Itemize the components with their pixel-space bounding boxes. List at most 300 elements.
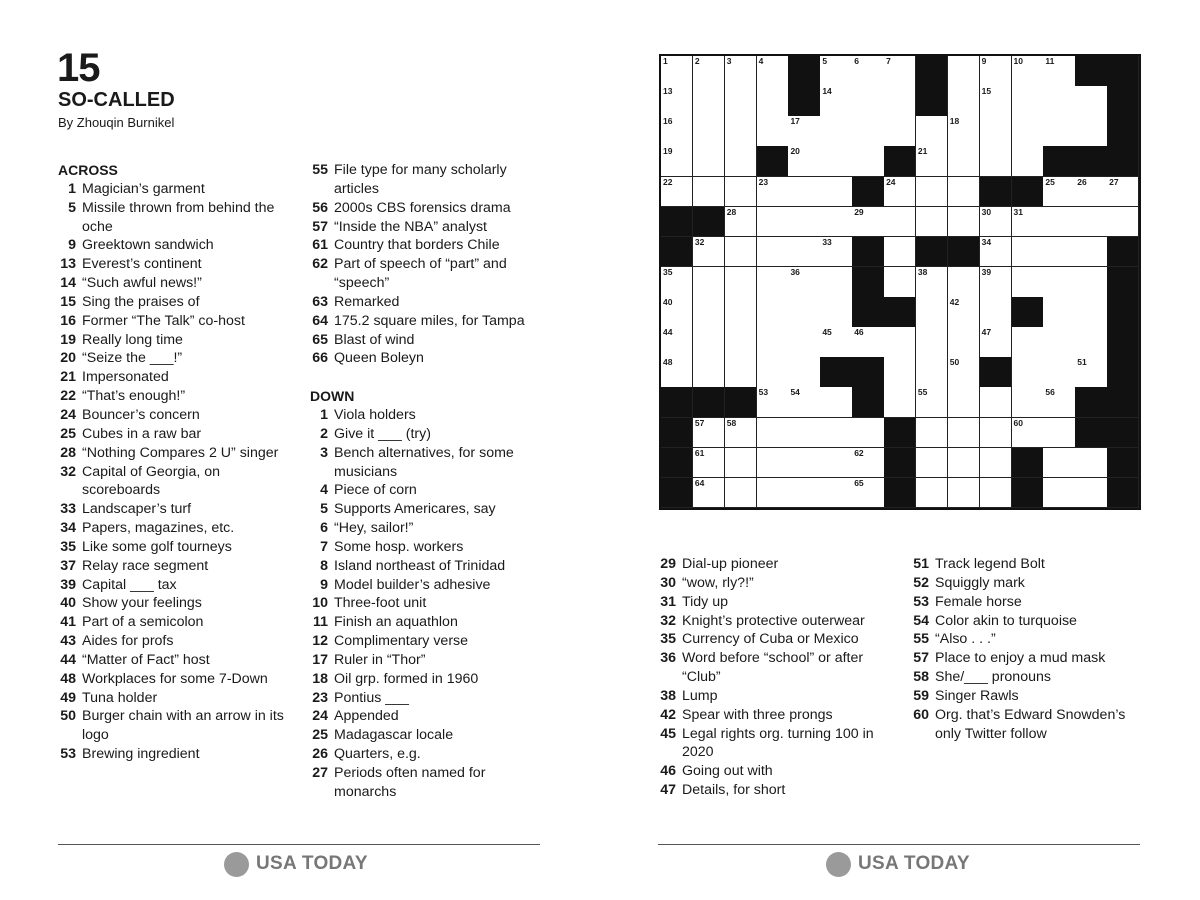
grid-cell-number: 19 (663, 146, 673, 157)
grid-cell[interactable] (788, 267, 820, 298)
grid-cell[interactable] (661, 177, 693, 208)
clue-text: Give it ___ (try) (334, 425, 431, 442)
grid-cell[interactable] (1075, 267, 1107, 298)
clue-number: 66 (312, 350, 328, 367)
grid-cell[interactable] (1012, 56, 1044, 87)
clue-number: 17 (312, 651, 328, 668)
clue-item (310, 425, 546, 444)
clue-item (58, 651, 290, 670)
grid-cell-number: 47 (981, 327, 992, 338)
grid-cell[interactable] (757, 478, 789, 509)
clue-text: Piece of corn (334, 482, 417, 499)
grid-cell[interactable] (948, 418, 980, 449)
clue-number: 27 (312, 765, 328, 781)
grid-cell[interactable] (693, 297, 725, 328)
grid-cell[interactable] (788, 327, 820, 358)
grid-cell[interactable] (1043, 56, 1075, 87)
clue-number: 20 (60, 350, 76, 367)
grid-cell[interactable] (1012, 267, 1044, 298)
grid-cell[interactable] (820, 418, 852, 449)
grid-cell[interactable] (1012, 86, 1044, 117)
grid-cell[interactable] (948, 86, 980, 117)
grid-cell[interactable] (884, 56, 916, 87)
grid-cell[interactable] (1075, 448, 1107, 479)
brand-name: USA TODAY (256, 853, 368, 874)
clue-text: Part of a semicolon (82, 614, 204, 631)
grid-cell[interactable] (852, 86, 884, 117)
grid-block (1107, 448, 1139, 479)
grid-cell[interactable] (1043, 478, 1075, 509)
clue-item (310, 594, 546, 613)
grid-cell[interactable] (757, 56, 789, 87)
grid-cell-number: 40 (663, 297, 673, 308)
clue-text: “Matter of Fact” host (82, 651, 210, 668)
grid-cell[interactable] (1075, 297, 1107, 328)
clue-column-2 (310, 161, 546, 802)
grid-cell[interactable] (1012, 146, 1044, 177)
grid-cell[interactable] (788, 448, 820, 479)
clue-text: “Also . . .” (935, 631, 996, 648)
grid-cell[interactable] (820, 297, 852, 328)
grid-cell[interactable] (1012, 116, 1044, 147)
clue-text: Viola holders (334, 406, 416, 423)
grid-cell[interactable] (693, 478, 725, 509)
grid-cell[interactable] (757, 177, 789, 208)
grid-cell[interactable] (1043, 267, 1075, 298)
grid-cell[interactable] (916, 297, 948, 328)
grid-cell[interactable] (1012, 237, 1044, 268)
grid-cell[interactable] (693, 418, 725, 449)
grid-cell-number: 58 (726, 417, 737, 428)
grid-cell[interactable] (1043, 237, 1075, 268)
clue-text: Blast of wind (334, 331, 415, 348)
grid-block (1012, 448, 1044, 479)
grid-cell[interactable] (1075, 177, 1107, 208)
grid-cell[interactable] (757, 237, 789, 268)
grid-cell[interactable] (788, 207, 820, 238)
grid-cell[interactable] (757, 418, 789, 449)
clue-item (658, 706, 894, 725)
grid-cell[interactable] (725, 116, 757, 147)
grid-cell[interactable] (948, 297, 980, 328)
grid-cell[interactable] (916, 357, 948, 388)
clue-text: Legal rights org. turning 100 in 2020 (682, 725, 874, 761)
clue-item (658, 574, 894, 593)
grid-cell[interactable] (693, 116, 725, 147)
clue-text: Lump (682, 687, 718, 704)
grid-cell[interactable] (980, 478, 1012, 509)
grid-cell[interactable] (1075, 237, 1107, 268)
grid-cell[interactable] (757, 327, 789, 358)
grid-cell[interactable] (820, 207, 852, 238)
grid-cell-number: 25 (1045, 176, 1055, 187)
grid-block (916, 86, 948, 117)
grid-cell[interactable] (693, 146, 725, 177)
grid-cell[interactable] (884, 86, 916, 117)
clue-number: 42 (660, 706, 676, 723)
grid-cell[interactable] (693, 237, 725, 268)
grid-cell[interactable] (948, 56, 980, 87)
clue-item (58, 331, 290, 350)
grid-cell[interactable] (916, 478, 948, 509)
grid-cell[interactable] (884, 357, 916, 388)
grid-cell[interactable] (820, 387, 852, 418)
grid-cell[interactable] (788, 357, 820, 388)
grid-cell-number: 29 (854, 206, 864, 217)
grid-cell[interactable] (725, 207, 757, 238)
grid-block (884, 146, 916, 177)
grid-block (916, 237, 948, 268)
grid-cell[interactable] (820, 478, 852, 509)
clue-item (911, 612, 1149, 631)
clue-column-4 (911, 555, 1149, 743)
clue-item (658, 725, 894, 763)
clue-item (911, 574, 1149, 593)
clue-item (310, 576, 546, 595)
grid-cell-number: 4 (758, 56, 764, 66)
grid-cell-number: 20 (790, 146, 800, 157)
grid-cell[interactable] (820, 327, 852, 358)
clue-number: 1 (68, 180, 76, 197)
grid-cell[interactable] (884, 327, 916, 358)
grid-cell[interactable] (980, 146, 1012, 177)
grid-cell[interactable] (757, 448, 789, 479)
grid-cell[interactable] (1012, 207, 1044, 238)
clue-number: 26 (312, 746, 328, 763)
grid-cell[interactable] (852, 56, 884, 87)
grid-cell[interactable] (820, 86, 852, 117)
grid-cell[interactable] (1107, 177, 1139, 208)
clue-item (58, 632, 290, 651)
grid-cell[interactable] (916, 207, 948, 238)
grid-cell[interactable] (884, 237, 916, 268)
clue-number: 7 (320, 538, 328, 555)
grid-cell[interactable] (852, 116, 884, 147)
grid-cell[interactable] (757, 357, 789, 388)
grid-cell[interactable] (693, 177, 725, 208)
grid-cell[interactable] (725, 448, 757, 479)
grid-cell[interactable] (852, 418, 884, 449)
clue-text: Remarked (334, 293, 400, 310)
grid-cell[interactable] (852, 448, 884, 479)
grid-cell-number: 60 (1013, 417, 1023, 428)
grid-cell[interactable] (980, 448, 1012, 479)
grid-cell[interactable] (693, 56, 725, 87)
grid-cell[interactable] (980, 86, 1012, 117)
grid-cell[interactable] (948, 357, 980, 388)
clue-number: 57 (913, 650, 929, 667)
grid-cell[interactable] (1075, 116, 1107, 147)
grid-cell-number: 65 (854, 477, 864, 488)
grid-cell[interactable] (757, 387, 789, 418)
grid-block (661, 418, 693, 449)
grid-cell[interactable] (884, 207, 916, 238)
clue-number: 34 (60, 520, 76, 537)
clue-text: Complimentary verse (334, 633, 469, 650)
clue-item (310, 255, 546, 293)
clue-item (310, 707, 546, 726)
grid-cell[interactable] (820, 177, 852, 208)
grid-cell-number: 53 (758, 387, 769, 398)
puzzle-number: 15 (57, 46, 100, 90)
grid-cell[interactable] (820, 267, 852, 298)
clue-item (58, 199, 290, 237)
clue-number: 8 (320, 557, 328, 574)
grid-cell-number: 56 (1045, 387, 1055, 398)
grid-cell[interactable] (1075, 207, 1107, 238)
grid-cell-number: 55 (917, 387, 928, 398)
grid-cell[interactable] (948, 116, 980, 147)
clue-number: 6 (320, 520, 328, 537)
grid-cell[interactable] (1075, 327, 1107, 358)
grid-cell[interactable] (948, 146, 980, 177)
grid-cell[interactable] (1043, 357, 1075, 388)
grid-cell-number: 28 (726, 206, 737, 217)
grid-cell-number: 3 (726, 56, 732, 66)
grid-cell[interactable] (1075, 478, 1107, 509)
grid-cell[interactable] (948, 327, 980, 358)
grid-cell[interactable] (820, 56, 852, 87)
clue-text: Papers, magazines, etc. (82, 520, 235, 537)
grid-cell[interactable] (661, 297, 693, 328)
clue-text: Word before “school” or after “Club” (682, 650, 864, 686)
grid-cell[interactable] (1012, 387, 1044, 418)
grid-cell[interactable] (820, 237, 852, 268)
clue-number: 18 (312, 670, 328, 687)
grid-cell[interactable] (788, 418, 820, 449)
clue-item (58, 519, 290, 538)
grid-cell[interactable] (725, 327, 757, 358)
clue-number: 64 (312, 312, 328, 329)
grid-cell[interactable] (820, 448, 852, 479)
grid-cell[interactable] (852, 146, 884, 177)
grid-cell-number: 38 (917, 266, 928, 277)
grid-cell[interactable] (661, 327, 693, 358)
grid-cell[interactable] (852, 327, 884, 358)
grid-cell[interactable] (852, 478, 884, 509)
grid-cell[interactable] (725, 86, 757, 117)
grid-cell[interactable] (1075, 357, 1107, 388)
grid-cell-number: 30 (981, 206, 992, 217)
grid-block (1107, 357, 1139, 388)
grid-cell[interactable] (948, 207, 980, 238)
grid-cell[interactable] (980, 297, 1012, 328)
grid-cell[interactable] (661, 267, 693, 298)
clue-item (310, 689, 546, 708)
clue-number: 49 (60, 689, 76, 706)
grid-cell-number: 57 (694, 417, 705, 428)
grid-cell[interactable] (948, 478, 980, 509)
grid-cell[interactable] (980, 56, 1012, 87)
grid-cell[interactable] (788, 116, 820, 147)
grid-block (980, 357, 1012, 388)
grid-cell[interactable] (1043, 86, 1075, 117)
grid-cell[interactable] (757, 207, 789, 238)
grid-block (1075, 146, 1107, 177)
clue-number: 50 (60, 708, 76, 725)
grid-cell[interactable] (725, 56, 757, 87)
grid-cell[interactable] (757, 267, 789, 298)
clue-number: 59 (913, 687, 929, 704)
grid-cell[interactable] (788, 177, 820, 208)
grid-cell-number: 48 (663, 357, 673, 368)
grid-cell[interactable] (884, 267, 916, 298)
grid-cell[interactable] (916, 267, 948, 298)
grid-block (693, 207, 725, 238)
grid-cell[interactable] (725, 146, 757, 177)
grid-cell[interactable] (980, 207, 1012, 238)
grid-cell[interactable] (916, 387, 948, 418)
grid-cell[interactable] (693, 86, 725, 117)
clue-item (310, 670, 546, 689)
grid-cell[interactable] (725, 418, 757, 449)
grid-cell-number: 22 (663, 176, 673, 187)
footer-rule-left (58, 844, 540, 845)
grid-cell[interactable] (661, 357, 693, 388)
grid-cell[interactable] (693, 448, 725, 479)
clue-number: 39 (60, 576, 76, 593)
clue-item (58, 500, 290, 519)
grid-cell[interactable] (916, 116, 948, 147)
clue-item (58, 274, 290, 293)
grid-cell[interactable] (661, 146, 693, 177)
clue-text: File type for many scholarly articles (334, 162, 507, 197)
clue-text: Appended (334, 708, 399, 725)
clue-item (310, 444, 546, 482)
grid-cell[interactable] (980, 267, 1012, 298)
grid-cell[interactable] (1043, 116, 1075, 147)
clue-item (911, 668, 1149, 687)
grid-cell-number: 39 (981, 266, 992, 277)
grid-cell[interactable] (820, 116, 852, 147)
grid-cell-number: 18 (949, 116, 960, 127)
grid-cell[interactable] (693, 327, 725, 358)
clue-item (58, 425, 290, 444)
clue-text: Track legend Bolt (935, 556, 1045, 572)
grid-block (852, 297, 884, 328)
clue-number: 5 (68, 199, 76, 216)
clue-item (658, 687, 894, 706)
grid-cell[interactable] (1012, 357, 1044, 388)
clue-item (58, 312, 290, 331)
clue-item (310, 331, 546, 350)
clue-number: 52 (913, 574, 929, 591)
clue-text: Brewing ingredient (82, 746, 200, 763)
grid-cell[interactable] (661, 116, 693, 147)
grid-cell[interactable] (1043, 448, 1075, 479)
grid-cell[interactable] (693, 357, 725, 388)
grid-cell[interactable] (852, 207, 884, 238)
grid-cell[interactable] (788, 297, 820, 328)
grid-cell[interactable] (757, 297, 789, 328)
grid-cell[interactable] (1043, 387, 1075, 418)
clue-text: Island northeast of Trinidad (334, 557, 506, 574)
grid-cell[interactable] (884, 387, 916, 418)
grid-cell[interactable] (916, 327, 948, 358)
clue-text: Missile thrown from behind the oche (82, 199, 275, 235)
grid-block (820, 357, 852, 388)
grid-cell[interactable] (725, 267, 757, 298)
grid-cell[interactable] (948, 177, 980, 208)
grid-cell[interactable] (788, 146, 820, 177)
grid-cell[interactable] (1107, 207, 1139, 238)
grid-cell[interactable] (788, 387, 820, 418)
clue-number: 35 (60, 538, 76, 555)
clue-column-3 (658, 555, 894, 800)
grid-cell[interactable] (980, 327, 1012, 358)
grid-cell[interactable] (725, 177, 757, 208)
grid-block (661, 237, 693, 268)
grid-cell[interactable] (788, 478, 820, 509)
clue-item (911, 630, 1149, 649)
clue-item (310, 726, 546, 745)
grid-cell[interactable] (948, 448, 980, 479)
grid-cell[interactable] (1012, 418, 1044, 449)
grid-cell[interactable] (1043, 297, 1075, 328)
grid-cell[interactable] (980, 418, 1012, 449)
grid-cell[interactable] (725, 297, 757, 328)
clue-number: 55 (312, 162, 328, 178)
grid-cell[interactable] (788, 237, 820, 268)
grid-cell[interactable] (884, 116, 916, 147)
grid-cell[interactable] (1043, 418, 1075, 449)
grid-cell[interactable] (1075, 86, 1107, 117)
clue-item (310, 218, 546, 237)
grid-cell[interactable] (725, 478, 757, 509)
clue-text: Magician’s garment (82, 180, 205, 197)
grid-cell[interactable] (725, 357, 757, 388)
grid-cell-number: 46 (854, 327, 864, 338)
grid-cell[interactable] (916, 418, 948, 449)
grid-block (916, 56, 948, 87)
grid-cell-number: 27 (1109, 176, 1119, 187)
grid-cell-number: 14 (822, 86, 832, 97)
grid-cell-number: 2 (694, 56, 700, 66)
grid-cell[interactable] (916, 146, 948, 177)
grid-cell[interactable] (661, 56, 693, 87)
grid-cell[interactable] (980, 387, 1012, 418)
grid-cell[interactable] (693, 267, 725, 298)
grid-block (980, 177, 1012, 208)
grid-cell[interactable] (1043, 177, 1075, 208)
clue-number: 55 (913, 631, 929, 648)
grid-cell[interactable] (820, 146, 852, 177)
grid-cell[interactable] (1043, 327, 1075, 358)
grid-cell[interactable] (948, 267, 980, 298)
grid-cell-number: 61 (694, 447, 705, 458)
grid-cell[interactable] (757, 86, 789, 117)
grid-cell[interactable] (884, 177, 916, 208)
clue-text: Bench alternatives, for some musicians (334, 444, 514, 480)
grid-cell[interactable] (916, 177, 948, 208)
grid-cell[interactable] (980, 237, 1012, 268)
clue-text: Finish an aquathlon (334, 614, 458, 631)
grid-cell[interactable] (916, 448, 948, 479)
grid-cell[interactable] (948, 387, 980, 418)
grid-cell[interactable] (1012, 327, 1044, 358)
clue-text: Singer Rawls (935, 687, 1019, 704)
clue-item (658, 649, 894, 687)
grid-block (1107, 237, 1139, 268)
grid-cell-number: 51 (1077, 357, 1087, 368)
grid-cell[interactable] (980, 116, 1012, 147)
grid-cell[interactable] (661, 86, 693, 117)
clue-text: Queen Boleyn (334, 350, 424, 367)
clue-number: 29 (660, 556, 676, 572)
grid-cell[interactable] (757, 116, 789, 147)
grid-cell[interactable] (725, 237, 757, 268)
grid-cell[interactable] (1043, 207, 1075, 238)
